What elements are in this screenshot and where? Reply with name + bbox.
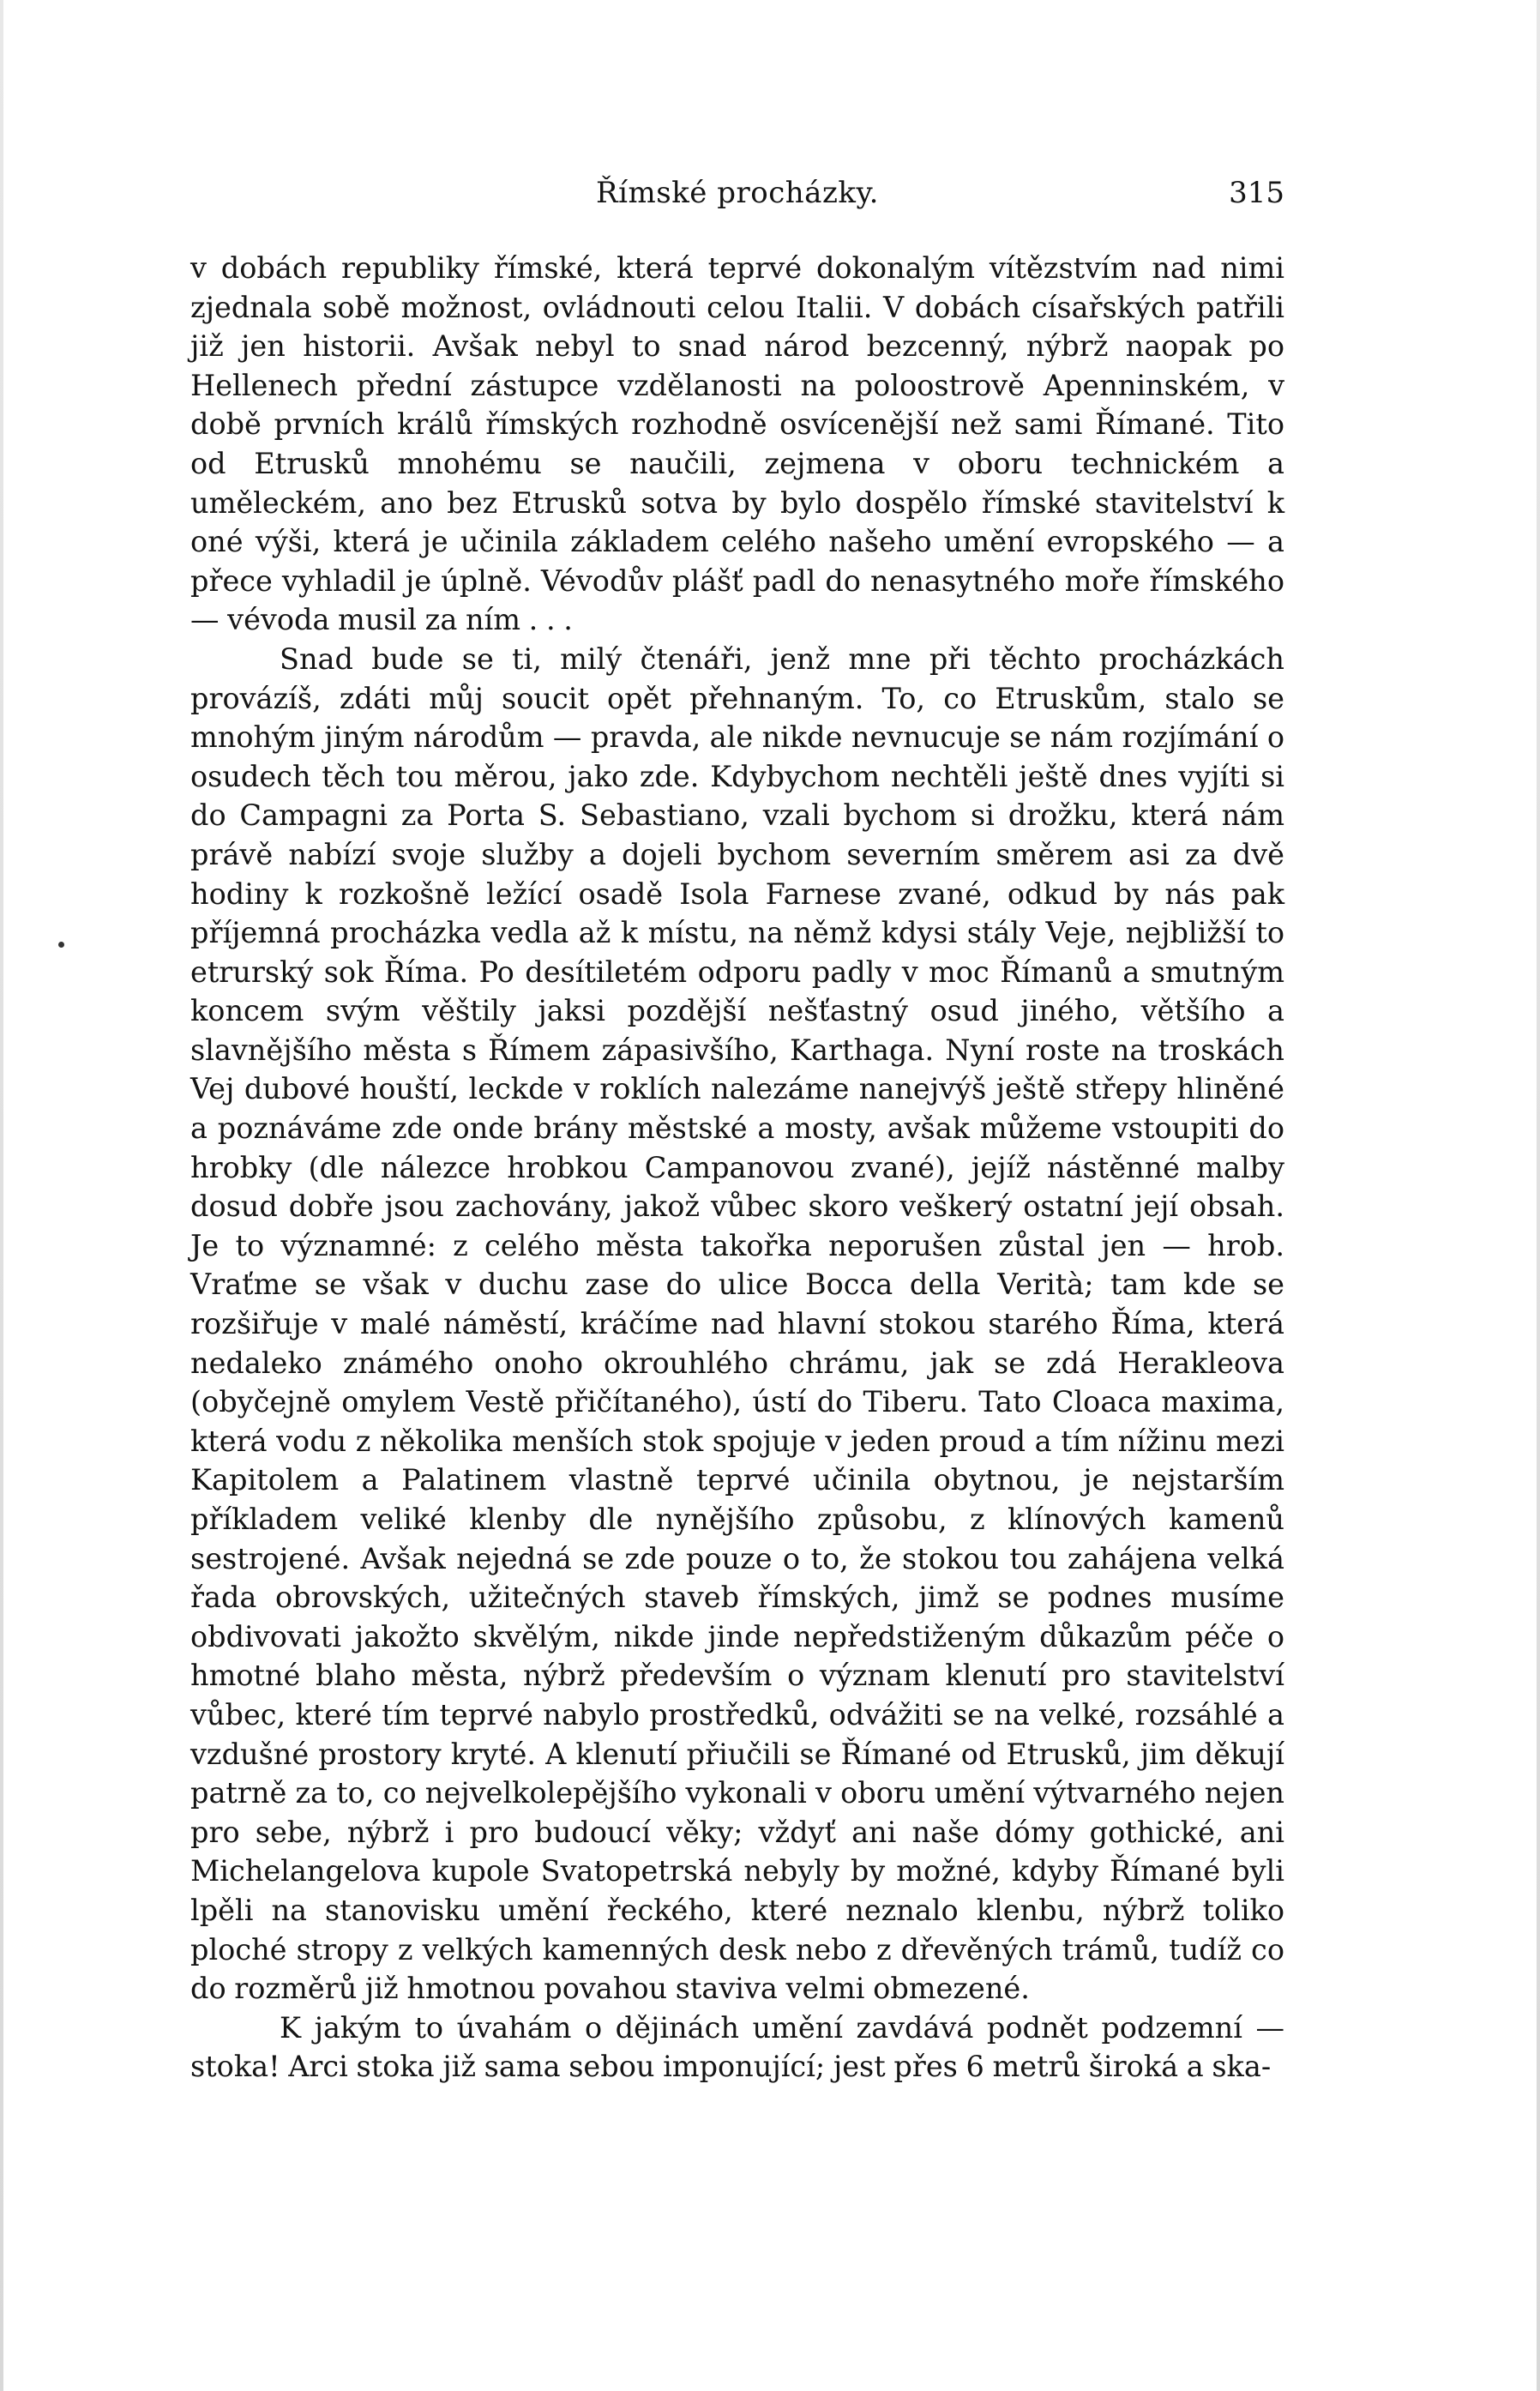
running-title: Římské procházky. [596,176,879,210]
page-left-edge [0,0,3,2391]
page-number: 315 [1229,176,1284,210]
running-header [190,172,1284,214]
paragraph-1: v dobách republiky římské, která teprvé dokonalým vítězstvím nad nimi zjednala sobě možnost, ovládnouti celou Italii. V dobách císařských patřili již jen historii. Avšak nebyl to snad národ bezcenný, nýbrž naopak po Hellenech přední zástupce vzdělanosti na poloostrově Apenninském, v době prvních králů římských rozhodně osvícenější než sami Římané. Tito od Etrusků mnohému se naučili, zejmena v oboru technickém a uměleckém, ano bez Etrusků sotva by bylo dospělo římské stavitelství k oné výši, která je učinila základem celého našeho umění evropského — a přece vyhladil je úplně. Vévodův plášť padl do nenasytného moře římského — vévoda musil za ním . . . [190,251,1284,637]
paragraph-3: K jakým to úvahám o dějinách umění zavdává podnět podzemní — stoka! Arci stoka již sama sebou imponující; jest přes 6 metrů široká a ska- [190,2010,1284,2084]
margin-dot [58,942,64,948]
paragraph-2: Snad bude se ti, milý čtenáři, jenž mne při těchto procházkách provázíš, zdáti můj soucit opět přehnaným. To, co Etruskům, stalo se mnohým jiným národům — pravda, ale nikde nevnucuje se nám rozjímání o osudech těch tou měrou, jako zde. Kdybychom nechtěli ještě dnes vyjíti si do Campagni za Porta S. Sebastiano, vzali bychom si drožku, která nám právě nabízí svoje služby a dojeli bychom severním směrem asi za dvě hodiny k rozkošně ležící osadě Isola Farnese zvané, odkud by nás pak příjemná procházka vedla až k místu, na němž kdysi stály Veje, nejbližší to etrurský sok Říma. Po desítiletém odporu padly v moc Římanů a smutným koncem svým věštily jaksi pozdější nešťastný osud jiného, většího a slavnějšího města s Římem zápasivšího, Karthaga. Nyní roste na troskách Vej dubové houští, leckde v roklích nalezáme nanejvýš ještě střepy hliněné a poznáváme zde onde brány městské a mosty, avšak můžeme vstoupiti do hrobky (dle nálezce hrobkou Campanovou zvané), jejíž nástěnné malby dosud dobře jsou zachovány, jakož vůbec skoro veškerý ostatní její obsah. Je to významné: z celého města takořka neporušen zůstal jen — hrob. Vraťme se však v duchu zase do ulice Bocca della Verità; tam kde se rozšiřuje v malé náměstí, kráčíme nad hlavní stokou starého Říma, která nedaleko známého onoho okrouhlého chrámu, jak se zdá Herakleova (obyčejně omylem Vestě přičítaného), ústí do Tiberu. Tato Cloaca maxima, která vodu z několika menších stok spojuje v jeden proud a tím nížinu mezi Kapitolem a Palatinem vlastně teprvé učinila obytnou, je nejstarším příkladem veliké klenby dle nynějšího způsobu, z klínových kamenů sestrojené. Avšak nejedná se zde pouze o to, že stokou tou zahájena velká řada obrovských, užitečných staveb římských, jimž se podnes musíme obdivovati jakožto skvělým, nikde jinde nepředstiženým důkazům péče o hmotné blaho města, nýbrž především o význam klenutí pro stavitelství vůbec, které tím teprvé nabylo prostředků, odvážiti se na velké, rozsáhlé a vzdušné prostory kryté. A klenutí přiučili se Římané od Etrusků, jim děkují patrně za to, co nejvelkolepějšího vykonali v oboru umění výtvarného nejen pro sebe, nýbrž i pro budoucí věky; vždyť ani naše dómy gothické, ani Michelangelova kupole Svatopetrská nebyly by možné, kdyby Římané byli lpěli na stanovisku umění řeckého, které neznalo klenbu, nýbrž toliko ploché stropy z velkých kamenných desk nebo z dřevěných trámů, tudíž co do rozměrů již hmotnou povahou staviva velmi obmezené. [190,641,1284,2006]
body-text [190,249,1284,2087]
page-right-edge [1537,0,1540,2391]
